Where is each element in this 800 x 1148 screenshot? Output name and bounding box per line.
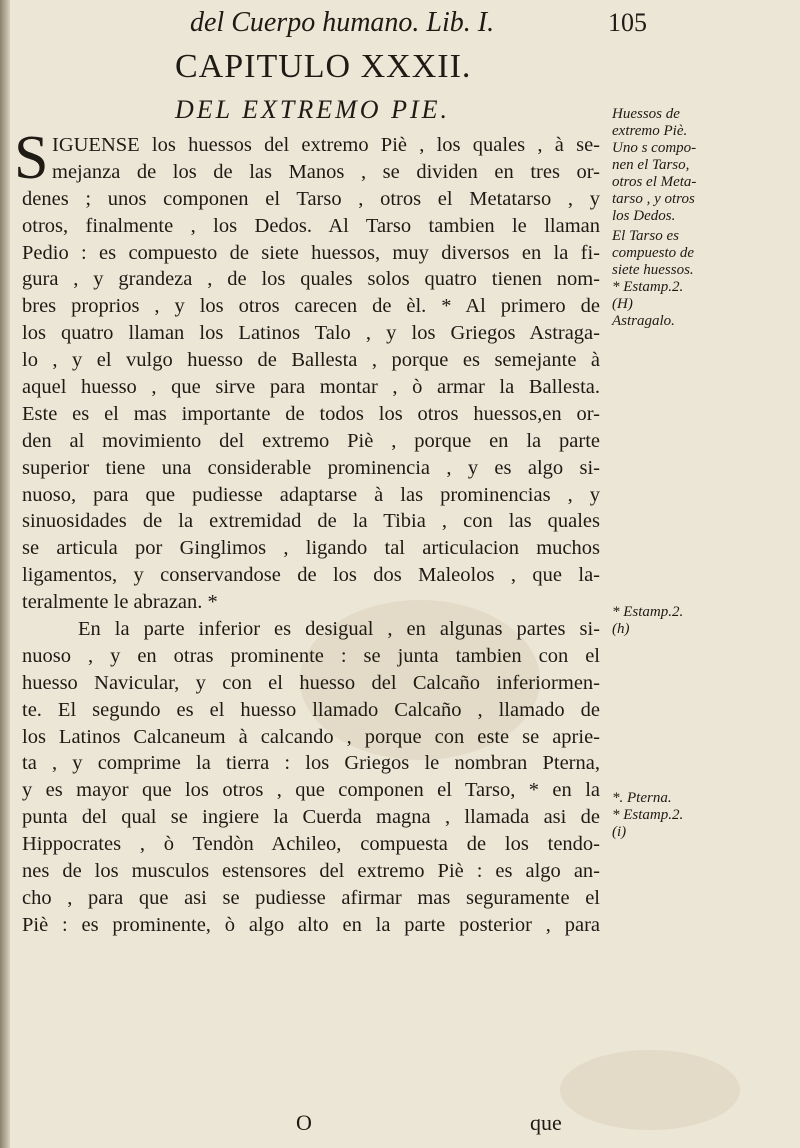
margin-note-line: (i)	[612, 824, 627, 840]
text-line: aquel huesso , que sirve para montar , ò armar la Ballesta.	[22, 376, 600, 399]
text-line: teralmente le abrazan. *	[22, 591, 218, 614]
margin-note-line: El Tarso es	[612, 228, 679, 244]
catchword-signature: O	[296, 1110, 312, 1135]
text-line: En la parte inferior es desigual , en algunas partes si-	[78, 618, 600, 641]
text-line: mejanza de los de las Manos , se dividen en tres or-	[52, 160, 600, 183]
margin-note-line: (H)	[612, 296, 633, 312]
text-line: superior tiene una considerable prominencia , y es algo si-	[22, 456, 600, 479]
margin-note-line: nen el Tarso,	[612, 157, 690, 173]
margin-note-line: compuesto de	[612, 245, 695, 261]
margin-note-line: siete huessos.	[612, 262, 694, 278]
text-line: y es mayor que los otros , que componen el Tarso, * en la	[22, 779, 600, 802]
margin-note-tarso	[612, 228, 790, 330]
text-line: se articula por Ginglimos , ligando tal articulacion muchos	[22, 537, 600, 560]
margin-note-line: Uno s compo-	[612, 140, 697, 156]
text-line: nuoso , y en otras prominente : se junta tambien con el	[22, 644, 600, 667]
margin-note-line: * Estamp.2.	[612, 604, 684, 620]
text-line: ta , y comprime la tierra : los Griegos le nombran Pterna,	[22, 752, 600, 775]
text-line: cho , para que asi se pudiesse afirmar mas seguramente el	[22, 886, 600, 909]
margin-note-huessos	[612, 106, 790, 225]
margin-note-line: * Estamp.2.	[612, 279, 684, 295]
running-title: del Cuerpo humano. Lib. I.	[190, 7, 495, 38]
page-spine-shadow	[0, 0, 10, 1148]
text-line: los quatro llaman los Latinos Talo , y los Griegos Astraga-	[22, 322, 600, 345]
text-line: Pedio : es compuesto de siete huessos, muy diversos en la fi-	[22, 241, 600, 264]
drop-cap: S	[14, 124, 49, 192]
text-line: Hippocrates , ò Tendòn Achileo, compuesta de los tendo-	[22, 833, 600, 856]
text-line: Piè : es prominente, ò algo alto en la parte posterior , para	[22, 913, 600, 936]
catchword: que	[530, 1110, 562, 1135]
text-line: otros, finalmente , los Dedos. Al Tarso tambien le llaman	[22, 214, 600, 237]
text-line: Este es el mas importante de todos los otros huessos,en or-	[22, 402, 600, 425]
page-number: 105	[608, 8, 647, 37]
text-line: den al movimiento del extremo Piè , porque en la parte	[22, 429, 600, 452]
chapter-title: CAPITULO XXXII.	[175, 48, 472, 85]
text-line: nuoso, para que pudiesse adaptarse à las prominencias , y	[22, 483, 600, 506]
margin-note-line: otros el Meta-	[612, 174, 697, 190]
running-header	[190, 6, 650, 40]
text-line: punta del qual se ingiere la Cuerda magna , llamada asi de	[22, 806, 600, 829]
margin-note-pterna	[612, 790, 790, 841]
margin-note-line: los Dedos.	[612, 208, 676, 224]
text-line: bres proprios , y los otros carecen de èl. * Al primero de	[22, 295, 600, 318]
text-line: sinuosidades de la extremidad de la Tibia , con las quales	[22, 510, 600, 533]
text-line: denes ; unos componen el Tarso , otros el Metatarso , y	[22, 187, 600, 210]
margin-note-line: *. Pterna.	[612, 790, 672, 806]
text-line: IGUENSE los huessos del extremo Piè , los quales , à se-	[52, 134, 600, 156]
main-text-column	[22, 132, 600, 939]
text-line: te. El segundo es el huesso llamado Calcaño , llamado de	[22, 698, 600, 721]
margin-note-line: (h)	[612, 621, 630, 637]
text-line: huesso Navicular, y con el huesso del Calcaño inferiormen-	[22, 671, 600, 694]
margin-note-line: extremo Piè.	[612, 123, 688, 139]
text-line: nes de los musculos estensores del extremo Piè : es algo an-	[22, 860, 600, 883]
text-line: gura , y grandeza , de los quales solos quatro tienen nom-	[22, 268, 600, 291]
margin-note-line: * Estamp.2.	[612, 807, 684, 823]
margin-note-line: Astragalo.	[612, 313, 675, 329]
text-line: ligamentos, y conservandose de los dos Maleolos , que la-	[22, 564, 600, 587]
text-line: lo , y el vulgo huesso de Ballesta , porque es semejante à	[22, 349, 600, 372]
paper-stain	[560, 1050, 740, 1130]
margin-note-line: Huessos de	[612, 106, 680, 122]
section-title: DEL EXTREMO PIE.	[175, 95, 450, 124]
text-line: los Latinos Calcaneum à calcando , porque con este se aprie-	[22, 725, 600, 748]
margin-note-line: tarso , y otros	[612, 191, 695, 207]
margin-note-estamp-h	[612, 604, 790, 638]
